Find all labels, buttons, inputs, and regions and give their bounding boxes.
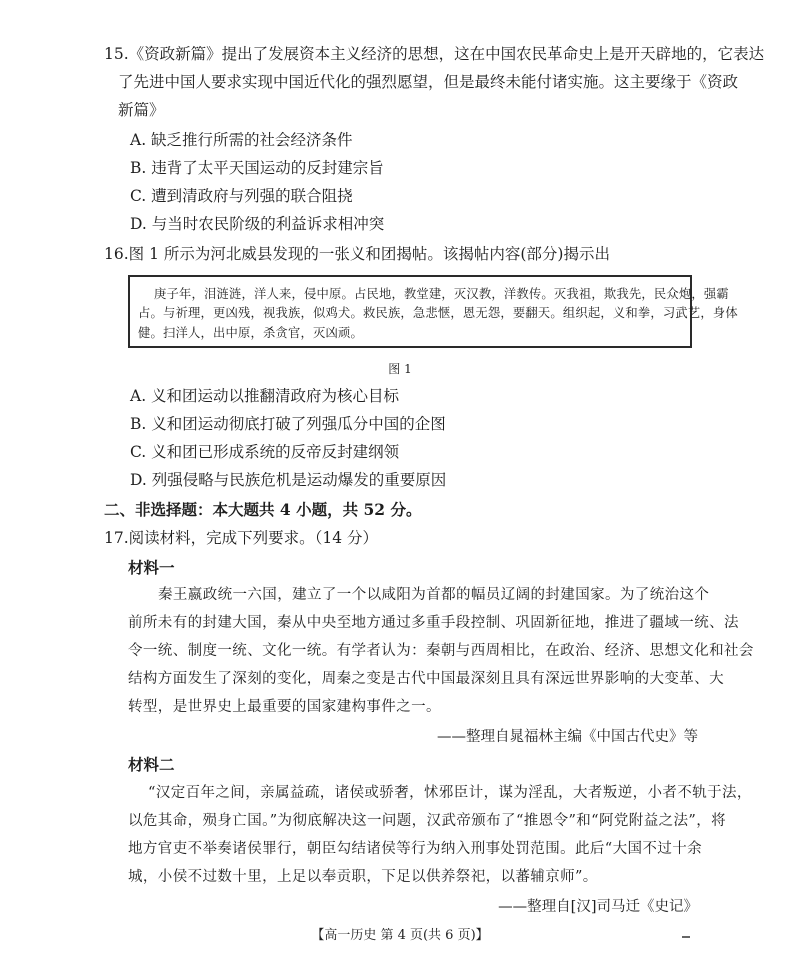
q15-option-c: C. 遭到清政府与列强的联合阻挠 bbox=[130, 187, 353, 205]
material-1-line-1: 秦王嬴政统一六国，建立了一个以咸阳为首都的幅员辽阔的封建国家。为了统治这个 bbox=[158, 587, 710, 603]
material-1-source: ——整理自晁福林主编《中国古代史》等 bbox=[437, 729, 698, 745]
q15-stem-line-3: 新篇》 bbox=[118, 101, 165, 119]
material-1-title: 材料一 bbox=[128, 558, 175, 577]
material-2-line-1: “汉定百年之间，亲属益疏，诸侯或骄奢，怵邪臣计，谋为淫乱，大者叛逆，小者不轨于法， bbox=[148, 785, 752, 801]
q16-option-a: A. 义和团运动以推翻清政府为核心目标 bbox=[130, 387, 400, 405]
q16-option-b: B. 义和团运动彻底打破了列强瓜分中国的企图 bbox=[130, 415, 446, 433]
material-1-line-4: 结构方面发生了深刻的变化，周秦之变是古代中国最深刻且具有深远世界影响的大变革、大 bbox=[128, 671, 724, 687]
q16-quote-line-2: 占。与祈理，更凶残，视我族，似鸡犬。救民族，急悲惬，恩无怨，要翻天。组织起，义和拳，习武艺，身体 bbox=[138, 306, 738, 320]
material-2-title: 材料二 bbox=[128, 755, 175, 774]
q15-stem-line-2: 了先进中国人要求实现中国近代化的强烈愿望，但是最终未能付诸实施。这主要缘于《资政 bbox=[118, 73, 739, 91]
material-1-line-2: 前所未有的封建大国，秦从中央至地方通过多重手段控制、巩固新征地，推进了疆域一统、法 bbox=[128, 615, 739, 631]
material-2-source: ——整理自[汉]司马迁《史记》 bbox=[498, 899, 698, 915]
figure-caption: 图 1 bbox=[388, 362, 412, 376]
q16-option-c: C. 义和团已形成系统的反帝反封建纲领 bbox=[130, 443, 400, 461]
material-2-line-3: 地方官吏不举奏诸侯罪行，朝臣勾结诸侯等行为纳入刑事处罚范围。此后“大国不过十余 bbox=[128, 841, 703, 857]
page-footer: 【高一历史 第 4 页(共 6 页)】 bbox=[311, 928, 489, 943]
q15-stem-line-1: 15.《资政新篇》提出了发展资本主义经济的思想，这在中国农民革命史上是开天辟地的，它表达 bbox=[104, 45, 765, 63]
corner-mark bbox=[682, 936, 690, 938]
q16-quote-line-1: 庚子年，泪涟涟，洋人来，侵中原。占民地，教堂建，灭汉教，洋教传。灭我祖，欺我先，民众炮，强霸 bbox=[154, 287, 729, 301]
material-1-line-3: 令一统、制度一统、文化一统。有学者认为：秦朝与西周相比，在政治、经济、思想文化和社会 bbox=[128, 643, 754, 659]
q15-option-a: A. 缺乏推行所需的社会经济条件 bbox=[130, 131, 353, 149]
section-2-heading: 二、非选择题：本大题共 4 小题，共 52 分。 bbox=[104, 500, 422, 519]
material-1-line-5: 转型，是世界史上最重要的国家建构事件之一。 bbox=[128, 699, 441, 715]
q15-option-b: B. 违背了太平天国运动的反封建宗旨 bbox=[130, 159, 384, 177]
q16-stem: 16.图 1 所示为河北威县发现的一张义和团揭帖。该揭帖内容(部分)揭示出 bbox=[104, 245, 610, 263]
q16-quote-box bbox=[128, 275, 738, 348]
q17-stem: 17.阅读材料，完成下列要求。（14 分） bbox=[104, 529, 379, 547]
q16-quote-line-3: 健。扫洋人，出中原，杀贪官，灭凶顽。 bbox=[138, 326, 363, 340]
q15-option-d: D. 与当时农民阶级的利益诉求相冲突 bbox=[130, 215, 385, 233]
q16-option-d: D. 列强侵略与民族危机是运动爆发的重要原因 bbox=[130, 471, 447, 489]
material-2-line-4: 城，小侯不过数十里，上足以奉贡职，下足以供养祭祀，以蕃辅京师”。 bbox=[128, 869, 598, 885]
material-2-line-2: 以危其命，殒身亡国。”为彻底解决这一问题，汉武帝颁布了“推恩令”和“阿党附益之法”，将 bbox=[128, 813, 727, 829]
